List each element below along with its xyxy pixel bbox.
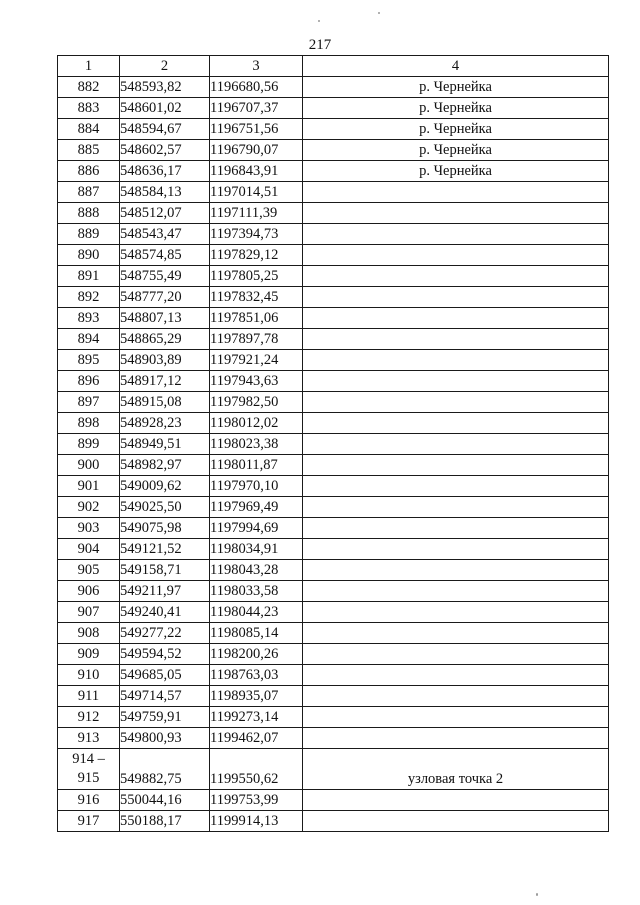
point-number-cell: 895 [58, 350, 120, 371]
point-number-cell: 891 [58, 266, 120, 287]
x-coordinate-cell: 548777,20 [120, 287, 210, 308]
header-col-4: 4 [303, 56, 609, 77]
x-coordinate-cell: 548543,47 [120, 224, 210, 245]
note-cell [303, 266, 609, 287]
y-coordinate-cell: 1196843,91 [210, 161, 303, 182]
x-coordinate-cell: 548602,57 [120, 140, 210, 161]
y-coordinate-cell: 1197014,51 [210, 182, 303, 203]
point-number-cell: 886 [58, 161, 120, 182]
table-row [58, 811, 609, 832]
note-cell [303, 811, 609, 832]
x-coordinate-cell: 548865,29 [120, 329, 210, 350]
table-row [58, 140, 609, 161]
x-coordinate-cell: 548915,08 [120, 392, 210, 413]
table-row [58, 350, 609, 371]
note-cell [303, 455, 609, 476]
y-coordinate-cell: 1198043,28 [210, 560, 303, 581]
coordinates-table [57, 55, 609, 832]
x-coordinate-cell: 548593,82 [120, 77, 210, 98]
y-coordinate-cell: 1197111,39 [210, 203, 303, 224]
point-number-cell: 888 [58, 203, 120, 224]
note-cell [303, 686, 609, 707]
point-number-cell: 896 [58, 371, 120, 392]
point-number-cell: 901 [58, 476, 120, 497]
y-coordinate-cell: 1197970,10 [210, 476, 303, 497]
point-number-cell: 908 [58, 623, 120, 644]
table-row [58, 518, 609, 539]
point-number-cell: 898 [58, 413, 120, 434]
note-cell [303, 518, 609, 539]
note-cell [303, 665, 609, 686]
note-cell [303, 371, 609, 392]
point-number-cell: 903 [58, 518, 120, 539]
table-row [58, 665, 609, 686]
page-number: 217 [308, 37, 332, 53]
x-coordinate-cell: 548755,49 [120, 266, 210, 287]
y-coordinate-cell: 1198085,14 [210, 623, 303, 644]
table-row [58, 329, 609, 350]
y-coordinate-cell: 1198033,58 [210, 581, 303, 602]
table-row [58, 497, 609, 518]
table-row [58, 119, 609, 140]
table-row [58, 560, 609, 581]
x-coordinate-cell: 550044,16 [120, 790, 210, 811]
point-number-cell: 882 [58, 77, 120, 98]
note-cell [303, 224, 609, 245]
note-cell [303, 308, 609, 329]
y-coordinate-cell: 1197829,12 [210, 245, 303, 266]
point-number-cell: 912 [58, 707, 120, 728]
table-row [58, 224, 609, 245]
y-coordinate-cell: 1197897,78 [210, 329, 303, 350]
table-row [58, 98, 609, 119]
x-coordinate-cell: 548903,89 [120, 350, 210, 371]
y-coordinate-cell: 1197832,45 [210, 287, 303, 308]
note-cell: узловая точка 2 [303, 749, 609, 790]
table-row [58, 602, 609, 623]
note-cell: р. Чернейка [303, 140, 609, 161]
note-cell: р. Чернейка [303, 98, 609, 119]
x-coordinate-cell: 549075,98 [120, 518, 210, 539]
y-coordinate-cell: 1197969,49 [210, 497, 303, 518]
y-coordinate-cell: 1197943,63 [210, 371, 303, 392]
note-cell: р. Чернейка [303, 77, 609, 98]
note-cell [303, 644, 609, 665]
scan-speck [318, 20, 320, 22]
y-coordinate-cell: 1199914,13 [210, 811, 303, 832]
point-number-cell: 909 [58, 644, 120, 665]
y-coordinate-cell: 1198044,23 [210, 602, 303, 623]
y-coordinate-cell: 1197805,25 [210, 266, 303, 287]
x-coordinate-cell: 548917,12 [120, 371, 210, 392]
point-number-cell: 893 [58, 308, 120, 329]
x-coordinate-cell: 549158,71 [120, 560, 210, 581]
point-number-cell: 902 [58, 497, 120, 518]
header-col-1: 1 [58, 56, 120, 77]
y-coordinate-cell: 1199753,99 [210, 790, 303, 811]
note-cell [303, 581, 609, 602]
note-cell: р. Чернейка [303, 119, 609, 140]
table-row [58, 182, 609, 203]
table-row [58, 686, 609, 707]
table-row [58, 623, 609, 644]
point-number-cell: 905 [58, 560, 120, 581]
table-row [58, 790, 609, 811]
note-cell [303, 329, 609, 350]
y-coordinate-cell: 1196790,07 [210, 140, 303, 161]
x-coordinate-cell: 548807,13 [120, 308, 210, 329]
point-number-cell: 897 [58, 392, 120, 413]
x-coordinate-cell: 549009,62 [120, 476, 210, 497]
table-row [58, 77, 609, 98]
header-col-3: 3 [210, 56, 303, 77]
y-coordinate-cell: 1198200,26 [210, 644, 303, 665]
y-coordinate-cell: 1197982,50 [210, 392, 303, 413]
point-number-cell: 894 [58, 329, 120, 350]
x-coordinate-cell: 548928,23 [120, 413, 210, 434]
y-coordinate-cell: 1196751,56 [210, 119, 303, 140]
note-cell [303, 392, 609, 413]
x-coordinate-cell: 548574,85 [120, 245, 210, 266]
table-row [58, 434, 609, 455]
x-coordinate-cell: 548594,67 [120, 119, 210, 140]
point-number-cell: 884 [58, 119, 120, 140]
x-coordinate-cell: 548512,07 [120, 203, 210, 224]
point-number-cell: 906 [58, 581, 120, 602]
point-number-cell: 899 [58, 434, 120, 455]
header-col-2: 2 [120, 56, 210, 77]
y-coordinate-cell: 1197851,06 [210, 308, 303, 329]
x-coordinate-cell: 548601,02 [120, 98, 210, 119]
table-row [58, 749, 609, 790]
table-row [58, 203, 609, 224]
note-cell [303, 203, 609, 224]
point-number-cell: 890 [58, 245, 120, 266]
x-coordinate-cell: 549800,93 [120, 728, 210, 749]
table-row [58, 161, 609, 182]
note-cell [303, 182, 609, 203]
x-coordinate-cell: 549594,52 [120, 644, 210, 665]
note-cell [303, 245, 609, 266]
table-row [58, 476, 609, 497]
point-number-cell: 904 [58, 539, 120, 560]
x-coordinate-cell: 548949,51 [120, 434, 210, 455]
note-cell [303, 476, 609, 497]
point-number-cell: 900 [58, 455, 120, 476]
x-coordinate-cell: 549759,91 [120, 707, 210, 728]
table-row [58, 644, 609, 665]
x-coordinate-cell: 549714,57 [120, 686, 210, 707]
table-row [58, 413, 609, 434]
note-cell: р. Чернейка [303, 161, 609, 182]
note-cell [303, 434, 609, 455]
y-coordinate-cell: 1197921,24 [210, 350, 303, 371]
y-coordinate-cell: 1196680,56 [210, 77, 303, 98]
x-coordinate-cell: 550188,17 [120, 811, 210, 832]
note-cell [303, 497, 609, 518]
note-cell [303, 560, 609, 581]
x-coordinate-cell: 549211,97 [120, 581, 210, 602]
y-coordinate-cell: 1197994,69 [210, 518, 303, 539]
y-coordinate-cell: 1196707,37 [210, 98, 303, 119]
table-header-row [58, 56, 609, 77]
y-coordinate-cell: 1198935,07 [210, 686, 303, 707]
table-row [58, 539, 609, 560]
y-coordinate-cell: 1198011,87 [210, 455, 303, 476]
note-cell [303, 623, 609, 644]
y-coordinate-cell: 1199273,14 [210, 707, 303, 728]
table-row [58, 308, 609, 329]
note-cell [303, 602, 609, 623]
y-coordinate-cell: 1197394,73 [210, 224, 303, 245]
y-coordinate-cell: 1199550,62 [210, 749, 303, 790]
point-number-cell: 916 [58, 790, 120, 811]
table-row [58, 392, 609, 413]
point-number-cell: 885 [58, 140, 120, 161]
x-coordinate-cell: 549240,41 [120, 602, 210, 623]
point-number-cell: 883 [58, 98, 120, 119]
point-number-cell: 892 [58, 287, 120, 308]
x-coordinate-cell: 548636,17 [120, 161, 210, 182]
table-row [58, 455, 609, 476]
note-cell [303, 539, 609, 560]
table-row [58, 287, 609, 308]
point-number-cell: 913 [58, 728, 120, 749]
note-cell [303, 790, 609, 811]
x-coordinate-cell: 549882,75 [120, 749, 210, 790]
note-cell [303, 707, 609, 728]
note-cell [303, 728, 609, 749]
note-cell [303, 413, 609, 434]
y-coordinate-cell: 1198763,03 [210, 665, 303, 686]
point-number-cell: 889 [58, 224, 120, 245]
scan-speck [378, 12, 380, 14]
point-number-cell: 887 [58, 182, 120, 203]
note-cell [303, 287, 609, 308]
point-number-cell: 917 [58, 811, 120, 832]
point-number-cell: 911 [58, 686, 120, 707]
scan-speck [536, 893, 538, 896]
table-body [58, 77, 609, 832]
x-coordinate-cell: 548584,13 [120, 182, 210, 203]
x-coordinate-cell: 548982,97 [120, 455, 210, 476]
note-cell [303, 350, 609, 371]
table-row [58, 245, 609, 266]
x-coordinate-cell: 549685,05 [120, 665, 210, 686]
table-row [58, 707, 609, 728]
y-coordinate-cell: 1198023,38 [210, 434, 303, 455]
table-row [58, 266, 609, 287]
y-coordinate-cell: 1198012,02 [210, 413, 303, 434]
x-coordinate-cell: 549121,52 [120, 539, 210, 560]
point-number-cell: 914 – 915 [58, 749, 120, 790]
y-coordinate-cell: 1199462,07 [210, 728, 303, 749]
point-number-cell: 907 [58, 602, 120, 623]
point-number-cell: 910 [58, 665, 120, 686]
table-row [58, 371, 609, 392]
table-row [58, 728, 609, 749]
x-coordinate-cell: 549025,50 [120, 497, 210, 518]
y-coordinate-cell: 1198034,91 [210, 539, 303, 560]
table-row [58, 581, 609, 602]
x-coordinate-cell: 549277,22 [120, 623, 210, 644]
